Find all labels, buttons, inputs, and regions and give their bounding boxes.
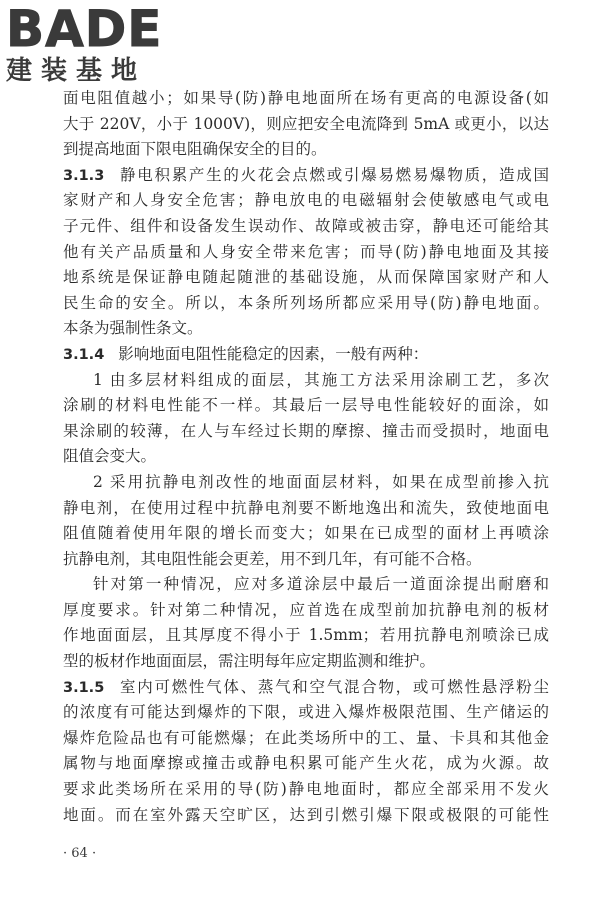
text-line: 家财产和人身安全危害；静电放电的电磁辐射会使敏感电气或电	[63, 191, 549, 210]
text-line: 果涂刷的较薄，在人与车经过长期的摩擦、撞击而受损时，地面电	[63, 421, 549, 440]
section-first-line: 静电积累产生的火花会点燃或引爆易燃易爆物质，造成国	[118, 165, 549, 184]
text-line: 作地面面层，且其厚度不得小于 1.5mm；若用抗静电剂喷涂已成	[63, 626, 549, 645]
text-line: 子元件、组件和设备发生误动作、故障或被击穿，静电还可能给其	[63, 216, 549, 235]
text-line: 要求此类场所在采用的导(防)静电地面时，都应全部采用不发火	[63, 780, 549, 799]
text-line: 地面。而在室外露天空旷区，达到引燃引爆下限或极限的可能性	[63, 805, 549, 824]
section-heading-3-1-3	[63, 163, 549, 189]
section-number: 3.1.5	[63, 679, 105, 696]
document-body	[63, 86, 549, 828]
paragraph-first-line: 针对第一种情况，应对多道涂层中最后一道面涂提出耐磨和	[93, 575, 549, 594]
text-line: 抗静电剂，其电阻性能会更差，用不到几年，有可能不合格。	[63, 549, 482, 568]
brand-logo	[6, 0, 176, 90]
list-item-2: 2 采用抗静电剂改性的地面面层材料，如果在成型前掺入抗	[93, 472, 549, 491]
section-first-line: 影响地面电阻性能稳定的因素，一般有两种：	[118, 344, 429, 363]
section-first-line: 室内可燃性气体、蒸气和空气混合物，或可燃性悬浮粉尘	[118, 677, 549, 696]
text-line: 阻值随着使用年限的增长而变大；如果在已成型的面材上再喷涂	[63, 524, 549, 543]
section-number: 3.1.4	[63, 346, 105, 363]
section-heading-3-1-4	[63, 342, 549, 368]
text-line: 爆炸危险品也有可能燃爆；在此类场所中的工、量、卡具和其他金	[63, 728, 549, 747]
list-item-1: 1 由多层材料组成的面层，其施工方法采用涂刷工艺，多次	[93, 370, 549, 389]
section-number: 3.1.3	[63, 167, 105, 184]
logo-subtitle: 建装基地	[6, 56, 147, 86]
text-line: 民生命的安全。所以，本条所列场所都应采用导(防)静电地面。	[63, 293, 549, 312]
text-line: 本条为强制性条文。	[63, 319, 203, 338]
text-line: 涂刷的材料电性能不一样。其最后一层导电性能较好的面涂，如	[63, 396, 549, 415]
text-line: 面电阻值越小；如果导(防)静电地面所在场有更高的电源设备(如	[63, 89, 549, 107]
text-line: 地系统是保证静电随起随泄的基础设施，从而保障国家财产和人	[63, 268, 549, 287]
text-line: 阻值会变大。	[63, 447, 157, 466]
text-line: 属物与地面摩擦或撞击或静电积累可能产生火花，成为火源。故	[63, 754, 549, 773]
text-line: 型的板材作地面面层，需注明每年应定期监测和维护。	[63, 652, 436, 671]
logo-title: BADE	[6, 0, 163, 58]
text-line: 大于 220V，小于 1000V)，则应把安全电流降到 5mA 或更小，以达	[63, 114, 549, 133]
text-line: 厚度要求。针对第二种情况，应首选在成型前加抗静电剂的板材	[63, 600, 549, 619]
section-heading-3-1-5	[63, 675, 549, 701]
text-line: 的浓度有可能达到爆炸的下限，或进入爆炸极限范围、生产储运的	[63, 703, 549, 722]
text-line: 到提高地面下限电阻确保安全的目的。	[63, 140, 327, 159]
text-line: 他有关产品质量和人身安全带来危害；而导(防)静电地面及其接	[63, 242, 549, 261]
text-line: 静电剂，在使用过程中抗静电剂要不断地逸出和流失，致使地面电	[63, 498, 549, 517]
page-number: · 64 ·	[63, 846, 97, 861]
